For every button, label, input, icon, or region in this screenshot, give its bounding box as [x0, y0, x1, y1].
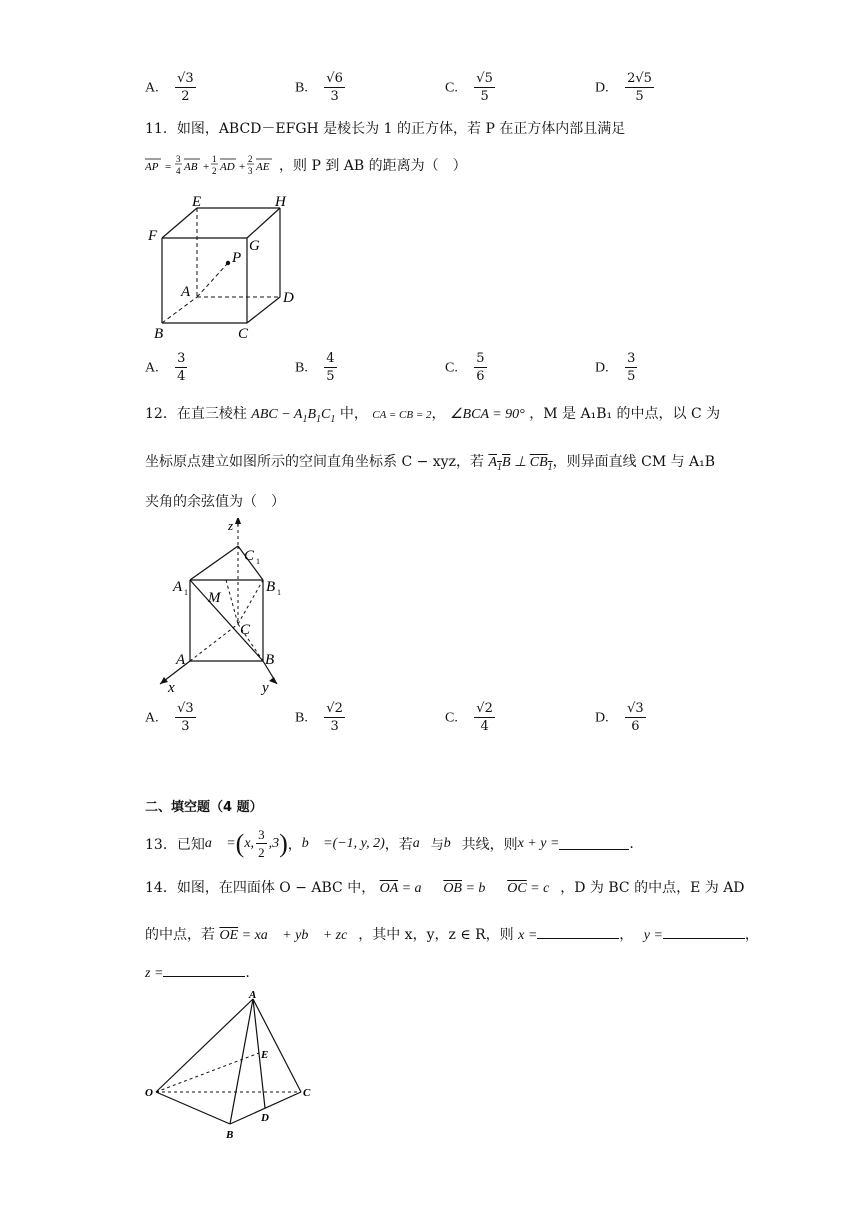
numerator: 3	[177, 351, 186, 366]
q12-text: 12．在直三棱柱	[145, 406, 247, 422]
q12-option-c[interactable]	[445, 702, 495, 733]
option-letter: B.	[295, 710, 308, 726]
numerator: 2√5	[627, 71, 652, 86]
svg-text:2: 2	[212, 166, 217, 176]
q12-stem-line1: 12．在直三棱柱 ABC − $A_1B_1C_1$ 中， CA = CB = 2， ∠BCA = 90° ，M 是 A₁B₁ 的中点，以 C 为	[145, 406, 721, 425]
denominator: 5	[326, 369, 335, 384]
label-c: C	[240, 622, 251, 638]
svg-text:=: =	[165, 161, 172, 173]
label-z: z	[228, 518, 234, 533]
label-b: B	[226, 1129, 234, 1141]
option-fraction	[175, 72, 196, 103]
denominator: 2	[181, 89, 190, 104]
label-a: A	[176, 652, 186, 668]
numerator: √3	[177, 701, 194, 716]
svg-text:3: 3	[176, 154, 181, 164]
option-letter: A.	[145, 80, 159, 96]
option-letter: A.	[145, 710, 159, 726]
q11-stem-line1: 11．如图，ABCD－EFGH 是棱长为 1 的正方体，若 P 在正方体内部且满足	[145, 121, 626, 137]
q10-option-c[interactable]	[445, 72, 495, 103]
q14-z-blank[interactable]	[163, 964, 245, 977]
option-fraction	[324, 72, 345, 103]
q14-y-blank[interactable]	[663, 926, 745, 939]
numerator: 4	[326, 351, 335, 366]
q12-perp-condition: $A_1B$ ⊥ $CB_1$	[488, 455, 553, 473]
option-fraction	[324, 352, 336, 383]
q11-stem-line2	[145, 150, 467, 180]
q12-condition-1: CA = CB = 2	[372, 409, 432, 421]
denominator: 4	[480, 719, 489, 734]
q14-stem-line3: z = .	[145, 965, 250, 981]
svg-text:AD: AD	[220, 161, 235, 173]
point-p	[226, 261, 230, 265]
svg-text:+: +	[203, 161, 210, 173]
label-b1-sub: 1	[277, 588, 281, 597]
label-m: M	[208, 590, 221, 606]
q12-stem-line3: 夹角的余弦值为（ ）	[145, 494, 285, 510]
q12-option-a[interactable]	[145, 702, 196, 733]
denominator: 3	[330, 719, 339, 734]
option-letter: B.	[295, 360, 308, 376]
option-fraction	[324, 702, 345, 733]
numerator: √2	[476, 701, 493, 716]
option-fraction	[474, 702, 495, 733]
label-a1-sub: 1	[184, 588, 188, 597]
option-fraction	[625, 352, 637, 383]
denominator: 5	[627, 369, 636, 384]
q14-tetrahedron-figure	[140, 988, 330, 1143]
q14-vectors: $\overline{OA}$ = a⃗，$\overline{OB}$ = b⃗，$\overline{OC}$ = c⃗	[379, 881, 561, 896]
q14-oe-formula: $\overline{OE}$ = xa⃗ + yb⃗ + zc⃗	[219, 928, 359, 943]
label-f: F	[148, 228, 158, 244]
q13-x-plus-y: x + y =	[517, 835, 560, 851]
label-g: G	[249, 238, 260, 254]
svg-text:AE: AE	[256, 161, 270, 173]
q11-stem-tail: ，则 P 到 AB 的距离为（ ）	[279, 158, 467, 174]
q13-a-and-b: a⃗	[412, 835, 431, 851]
svg-text:AB: AB	[184, 161, 198, 173]
option-fraction	[175, 702, 196, 733]
numerator: 3	[627, 351, 636, 366]
denominator: 5	[635, 89, 644, 104]
q14-stem-line2: 的中点，若 $\overline{OE}$ = xa⃗ + yb⃗ + zc⃗，其中 x，y，z ∈ R，则 x = ， y = ，	[145, 927, 759, 943]
label-b1: B	[266, 579, 276, 595]
q13-answer-blank[interactable]	[559, 837, 629, 850]
numerator: √5	[476, 71, 493, 86]
label-p: P	[232, 250, 242, 266]
option-letter: D.	[595, 80, 609, 96]
q14-text: ，D 为 BC 的中点，E 为 AD	[560, 880, 745, 896]
label-d: D	[283, 290, 294, 306]
q12-text: ，则异面直线 CM 与 A₁B	[552, 454, 716, 470]
q12-option-d[interactable]	[595, 702, 646, 733]
numerator: √2	[326, 701, 343, 716]
option-letter: A.	[145, 360, 159, 376]
q14-text: 的中点，若	[145, 927, 215, 943]
numerator: √3	[627, 701, 644, 716]
label-y: y	[262, 680, 269, 696]
q10-option-a[interactable]	[145, 72, 196, 103]
svg-text:4: 4	[176, 166, 181, 176]
label-e: E	[261, 1049, 269, 1061]
label-o: O	[145, 1087, 153, 1099]
denominator: 3	[181, 719, 190, 734]
label-c1-sub: 1	[256, 557, 260, 566]
q12-text: 中，	[339, 406, 368, 422]
label-d: D	[261, 1112, 269, 1124]
svg-text:AP: AP	[145, 161, 159, 173]
q12-prism-figure	[150, 518, 300, 696]
denominator: 6	[476, 369, 485, 384]
q10-option-b[interactable]	[295, 72, 345, 103]
denominator: 3	[330, 89, 339, 104]
q11-option-d[interactable]	[595, 352, 637, 383]
q12-text: ，M 是 A₁B₁ 的中点，以 C 为	[529, 406, 721, 422]
label-c: C	[303, 1087, 311, 1099]
label-b: B	[265, 652, 275, 668]
label-c: C	[238, 326, 249, 342]
q12-prism-name: ABC − $A_1B_1C_1$	[251, 407, 336, 425]
q10-option-d[interactable]	[595, 72, 654, 103]
svg-text:+: +	[239, 161, 246, 173]
option-fraction	[474, 352, 486, 383]
section-heading-fill-in: 二、填空题（4 题）	[145, 800, 263, 815]
q14-x-blank[interactable]	[537, 926, 619, 939]
q12-condition-2: ∠BCA = 90°	[450, 407, 525, 422]
option-letter: C.	[445, 710, 458, 726]
q13-text: .	[629, 835, 634, 852]
label-a: A	[249, 989, 257, 1001]
option-letter: C.	[445, 360, 458, 376]
option-letter: D.	[595, 360, 609, 376]
q12-text: 坐标原点建立如图所示的空间直角坐标系 C − xyz，若	[145, 454, 484, 470]
option-letter: B.	[295, 80, 308, 96]
q13-text: 13．已知	[145, 836, 205, 853]
label-e: E	[192, 194, 202, 210]
option-fraction	[175, 352, 187, 383]
q11-option-a[interactable]	[145, 352, 187, 383]
option-fraction	[625, 72, 654, 103]
q12-stem-line2	[145, 451, 715, 473]
q13-vector-b: b⃗ =(−1, y, 2)	[301, 835, 385, 851]
denominator: 5	[480, 89, 489, 104]
svg-text:1: 1	[212, 154, 217, 164]
denominator: 4	[177, 369, 186, 384]
q14-text: ，其中 x，y，z ∈ R，则	[358, 927, 514, 943]
numerator: √3	[177, 71, 194, 86]
numerator: 5	[476, 351, 485, 366]
option-letter: C.	[445, 80, 458, 96]
q14-text: 14．如图，在四面体 O − ABC 中，	[145, 880, 376, 896]
label-a: A	[181, 284, 191, 300]
q11-option-c[interactable]	[445, 352, 487, 383]
label-a1: A	[173, 579, 183, 595]
option-fraction	[625, 702, 646, 733]
label-b: B	[154, 326, 164, 342]
q12-option-b[interactable]	[295, 702, 345, 733]
q13-text: 共线，则	[461, 836, 518, 853]
denominator: 6	[631, 719, 640, 734]
option-letter: D.	[595, 710, 609, 726]
svg-text:3: 3	[248, 166, 253, 176]
q13-vector-a: a⃗ = ( x, $\frac{3}{2}$ ,3 )	[204, 827, 288, 860]
label-c1: C	[244, 548, 255, 564]
q13-stem: 13．已知 a⃗ = ( x, $\frac{3}{2}$ ,3 ) ， b⃗ =(−1, y, 2) ，若 a⃗ 与 b⃗ 共线，则 x + y = .	[145, 827, 634, 860]
label-x: x	[168, 680, 175, 696]
q11-cube-figure	[140, 190, 310, 345]
numerator: √6	[326, 71, 343, 86]
q11-option-b[interactable]	[295, 352, 337, 383]
q14-stem-line1	[145, 877, 745, 897]
option-fraction	[474, 72, 495, 103]
q13-text: ，若	[384, 836, 413, 853]
svg-text:2: 2	[248, 154, 253, 164]
label-h: H	[275, 194, 286, 210]
